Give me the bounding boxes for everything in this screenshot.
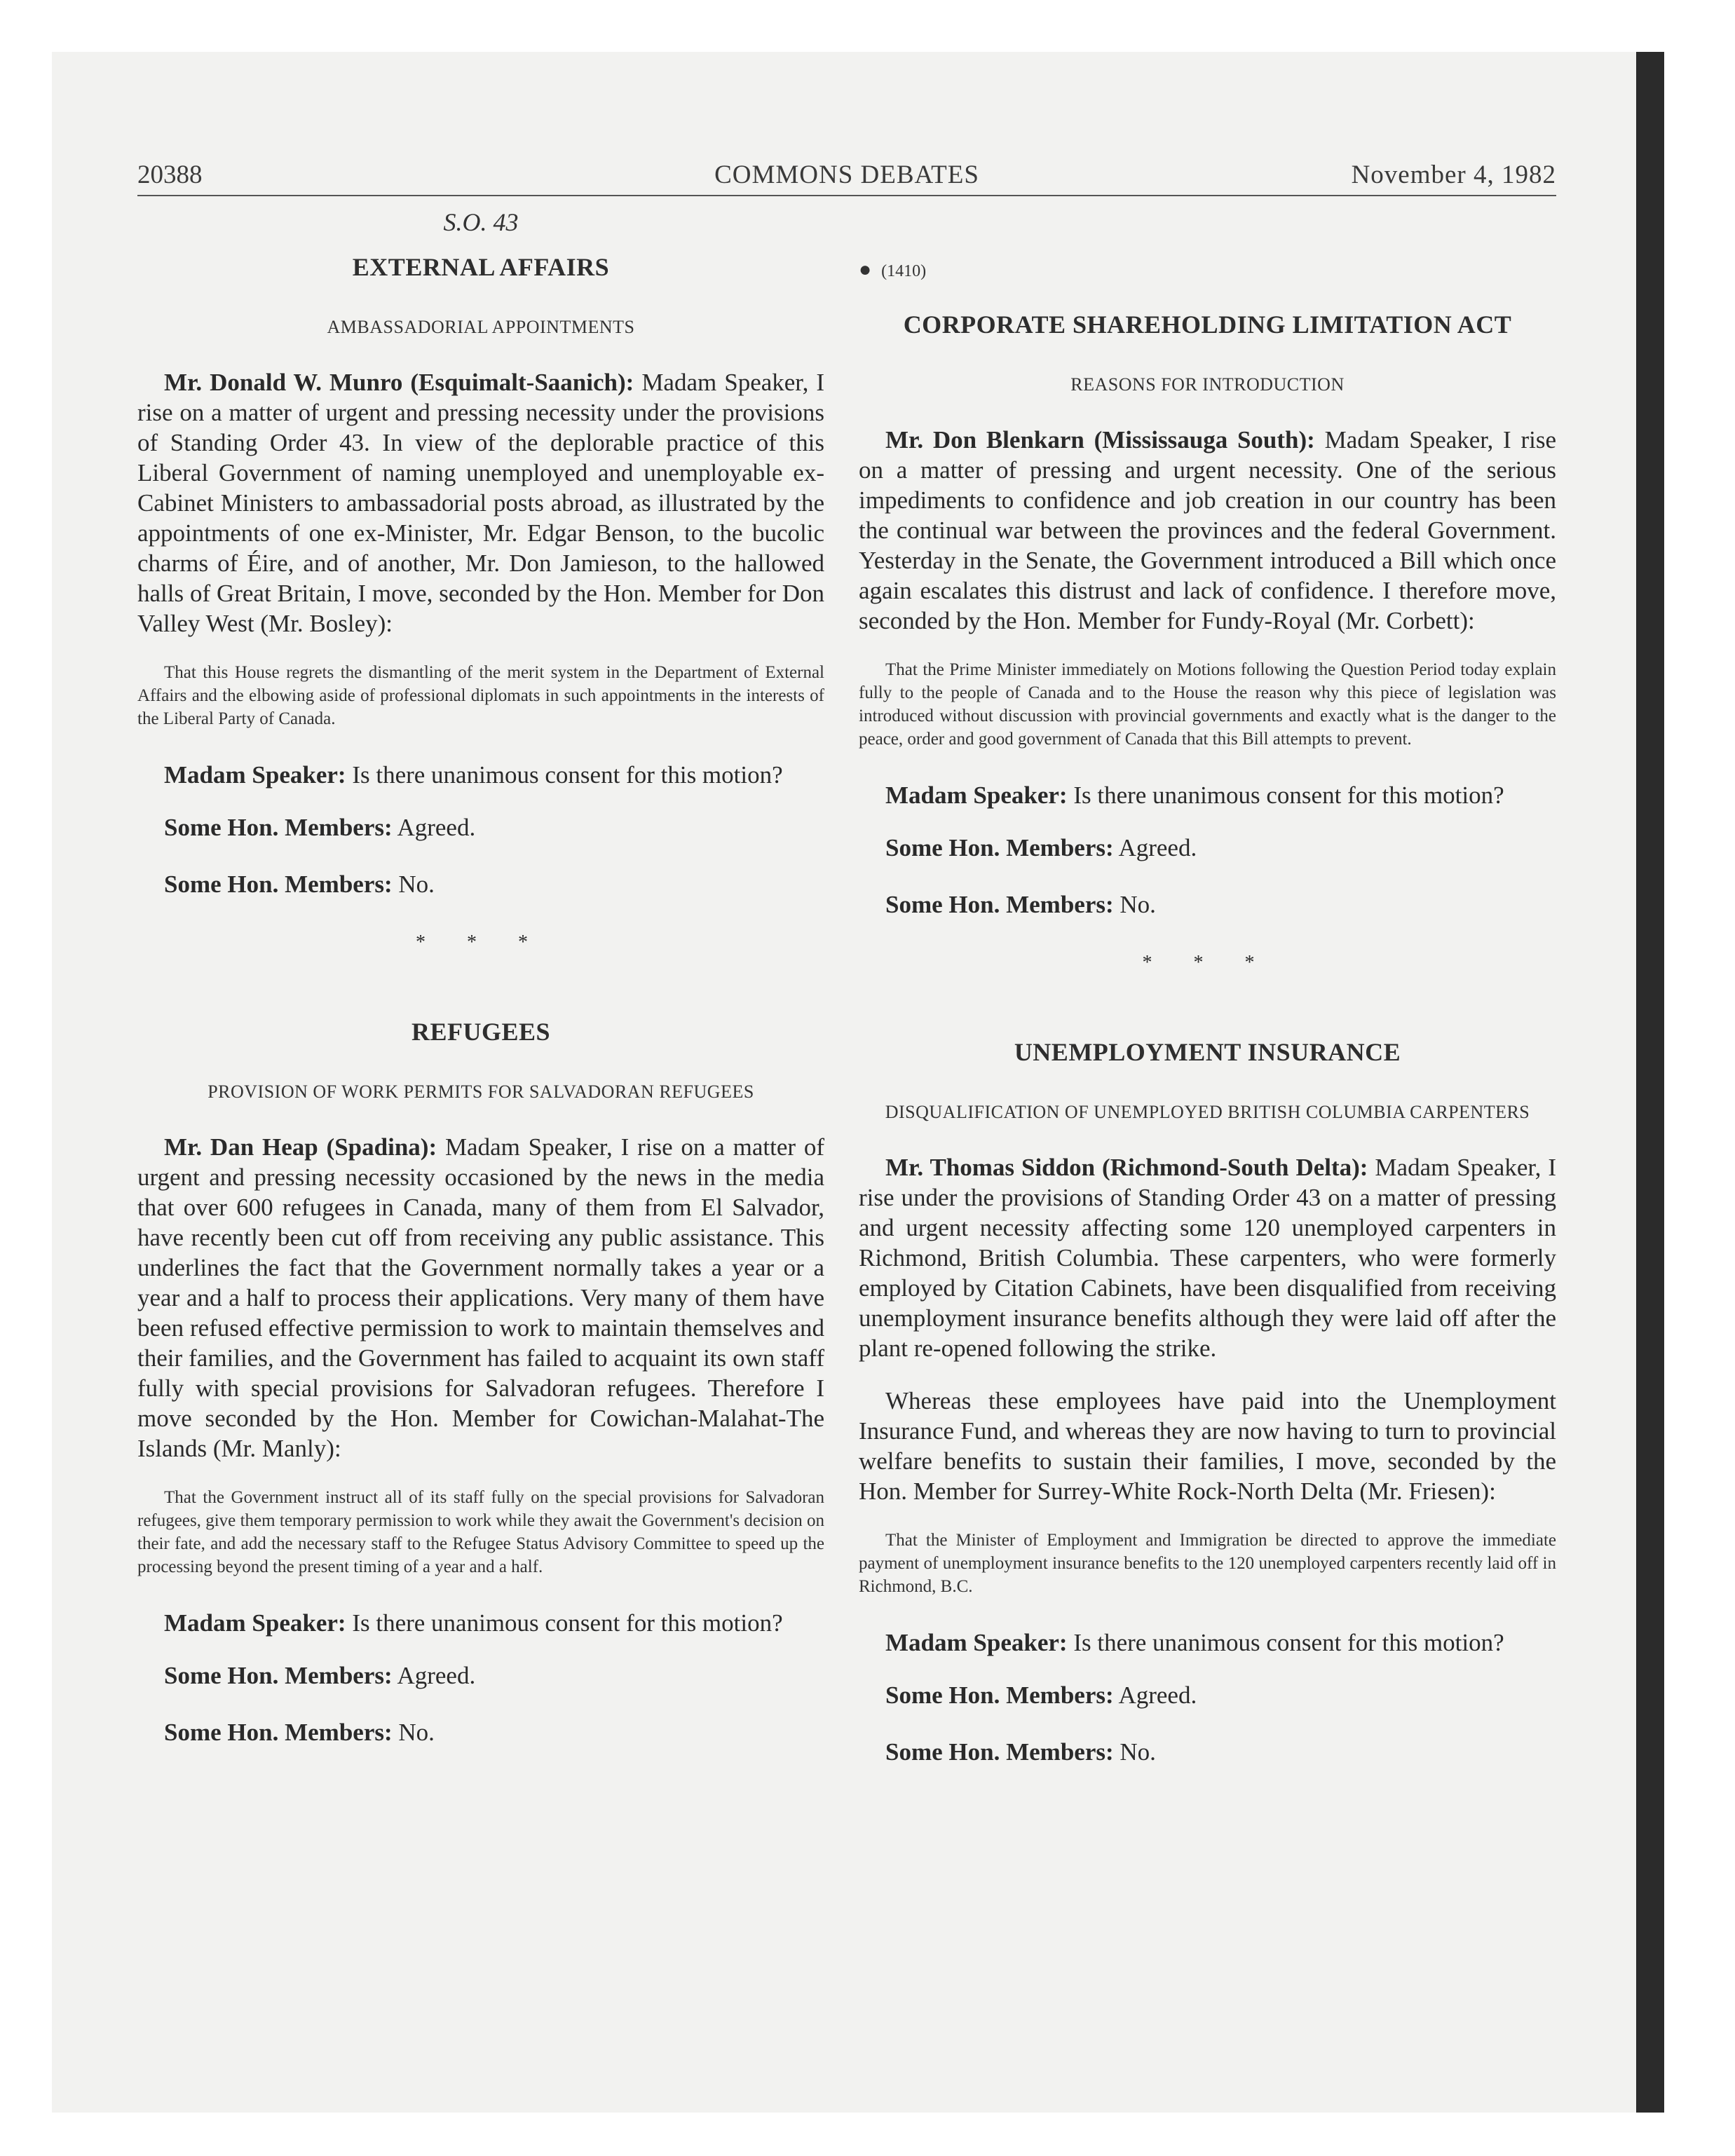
section-separator: * * *: [416, 932, 546, 953]
section-title: UNEMPLOYMENT INSURANCE: [1014, 1038, 1401, 1066]
speaker-name: Mr. Don Blenkarn (Mississauga South):: [885, 426, 1315, 453]
reply-text: Agreed.: [1118, 1681, 1197, 1709]
bullet-icon: ●: [859, 258, 872, 281]
section-subtitle: AMBASSADORIAL APPOINTMENTS: [327, 317, 635, 337]
speaker-name: Some Hon. Members:: [885, 891, 1114, 918]
question-paragraph: [137, 760, 824, 790]
question-paragraph: [137, 1608, 824, 1638]
scan-edge-shadow: [1636, 52, 1664, 2113]
question-text: Is there unanimous consent for this motion?: [352, 1609, 783, 1637]
reply-paragraph: [137, 1660, 824, 1691]
speaker-name: Mr. Thomas Siddon (Richmond-South Delta):: [885, 1154, 1368, 1181]
speaker-name: Madam Speaker:: [885, 782, 1068, 809]
section-separator: * * *: [1142, 952, 1273, 974]
reply-paragraph: [859, 833, 1556, 863]
speaker-name: Some Hon. Members:: [885, 1738, 1114, 1766]
section-subtitle: REASONS FOR INTRODUCTION: [1070, 374, 1345, 395]
reply-text: No.: [398, 1719, 435, 1746]
reply-text: Agreed.: [1118, 834, 1197, 861]
question-text: Is there unanimous consent for this motion?: [1073, 1629, 1504, 1656]
section-title: CORPORATE SHAREHOLDING LIMITATION ACT: [903, 311, 1512, 339]
speaker-name: Madam Speaker:: [164, 1609, 346, 1637]
time-marker-text: (1410): [881, 262, 927, 280]
time-marker: [859, 258, 1556, 282]
reply-text: No.: [398, 871, 435, 898]
speaker-name: Some Hon. Members:: [164, 1662, 393, 1689]
speech-paragraph-continued: Whereas these employees have paid into the Unemployment Insurance Fund, and whereas they are now having to turn to provincial welfare benefits to sustain their families, I move, seconded by the Hon. Member for Surrey-White Rock-North Delta (Mr. Friesen):: [859, 1387, 1556, 1505]
reply-text: No.: [1120, 1738, 1156, 1766]
speaker-name: Some Hon. Members:: [885, 1681, 1114, 1709]
section-title: REFUGEES: [411, 1018, 551, 1046]
question-paragraph: [859, 780, 1556, 810]
right-column: [859, 207, 1556, 1794]
motion-text: That the Prime Minister immediately on Motions following the Question Period today explain fully to the people of Canada and to the House the reason why this piece of legislation was introduced without discussion with provincial governments and exactly what is the danger to the peace, order and good government of Canada that this Bill attempts to prevent.: [859, 660, 1556, 749]
speech-text: Madam Speaker, I rise on a matter of urgent and pressing necessity occasioned by the news in the media that over 600 refugees in Canada, many of them from El Salvador, have recently been cut off from receiving any public assistance. This underlines the fact that the Government normally takes a year or a year and a half to process their applications. Very many of them have been refused effective permission to work to maintain themselves and their families, and the Government has failed to acquaint its own staff fully with special provisions for Salvadoran refugees. Therefore I move seconded by the Hon. Member for Cowichan-Malahat-The Islands (Mr. Manly):: [137, 1133, 824, 1462]
section-subtitle: PROVISION OF WORK PERMITS FOR SALVADORAN REFUGEES: [207, 1082, 754, 1102]
reply-paragraph: [859, 889, 1556, 920]
question-text: Is there unanimous consent for this motion?: [352, 761, 783, 789]
publication-title: COMMONS DEBATES: [714, 161, 979, 189]
reply-paragraph: [859, 1680, 1556, 1710]
reply-paragraph: [859, 1737, 1556, 1767]
question-text: Is there unanimous consent for this motion?: [1073, 782, 1504, 809]
speaker-name: Some Hon. Members:: [164, 871, 393, 898]
section-title: EXTERNAL AFFAIRS: [352, 253, 610, 281]
motion-text: That this House regrets the dismantling of the merit system in the Department of External Affairs and the elbowing aside of professional diplomats in such appointments in the interests of the Liberal Party of Canada.: [137, 663, 824, 728]
speaker-name: Some Hon. Members:: [164, 1719, 393, 1746]
speech-text: Madam Speaker, I rise on a matter of pressing and urgent necessity. One of the serious impediments to confidence and job creation in our country has been the continual war between the provinces and the federal Government. Yesterday in the Senate, the Government introduced a Bill which once again escalates this distrust and lack of confidence. I therefore move, seconded by the Hon. Member for Fundy-Royal (Mr. Corbett):: [859, 426, 1556, 634]
speech-paragraph: [137, 1132, 824, 1464]
section-subtitle: DISQUALIFICATION OF UNEMPLOYED BRITISH COLUMBIA CARPENTERS: [885, 1102, 1530, 1122]
left-column: [137, 207, 824, 1774]
speech-text: Madam Speaker, I rise on a matter of urgent and pressing necessity under the provisions of Standing Order 43. In view of the deplorable practice of this Liberal Government of naming unemployed and unemployable ex-Cabinet Ministers to ambassadorial posts abroad, as illustrated by the appointments of one ex-Minister, Mr. Edgar Benson, to the bucolic charms of Éire, and of another, Mr. Don Jamieson, to the hallowed halls of Great Britain, I move, seconded by the Hon. Member for Don Valley West (Mr. Bosley):: [137, 369, 824, 637]
motion-text: That the Minister of Employment and Immigration be directed to approve the immediate payment of unemployment insurance benefits to the 120 unemployed carpenters recently laid off in Richmond, B.C.: [859, 1531, 1556, 1596]
speaker-name: Some Hon. Members:: [885, 834, 1114, 861]
speech-paragraph: [859, 425, 1556, 636]
speaker-name: Madam Speaker:: [164, 761, 346, 789]
speech-text: Madam Speaker, I rise under the provisions of Standing Order 43 on a matter of pressing and urgent necessity affecting some 120 unemployed carpenters in Richmond, British Columbia. These carpenters, who were formerly employed by Citation Cabinets, have been disqualified from receiving unemployment insurance benefits although they were laid off after the plant re-opened following the strike.: [859, 1154, 1556, 1362]
standing-order-heading: S.O. 43: [443, 208, 519, 236]
reply-text: Agreed.: [397, 1662, 476, 1689]
speaker-name: Some Hon. Members:: [164, 814, 393, 841]
reply-paragraph: [137, 869, 824, 899]
question-paragraph: [859, 1628, 1556, 1658]
header-date: November 4, 1982: [1351, 161, 1556, 189]
reply-paragraph: [137, 812, 824, 842]
page-header: [137, 158, 1556, 196]
reply-text: No.: [1120, 891, 1156, 918]
speaker-name: Mr. Donald W. Munro (Esquimalt-Saanich):: [164, 369, 634, 396]
reply-paragraph: [137, 1717, 824, 1747]
speaker-name: Mr. Dan Heap (Spadina):: [164, 1133, 437, 1161]
speech-paragraph: [859, 1152, 1556, 1363]
reply-text: Agreed.: [397, 814, 476, 841]
speech-paragraph: [137, 367, 824, 639]
speaker-name: Madam Speaker:: [885, 1629, 1068, 1656]
motion-text: That the Government instruct all of its staff fully on the special provisions for Salvadoran refugees, give them temporary permission to work while they await the Government's decision on their fate, and add the necessary staff to the Refugee Status Advisory Committee to speed up the processing beyond the present timing of a year and a half.: [137, 1488, 824, 1576]
page-number: 20388: [137, 161, 203, 189]
